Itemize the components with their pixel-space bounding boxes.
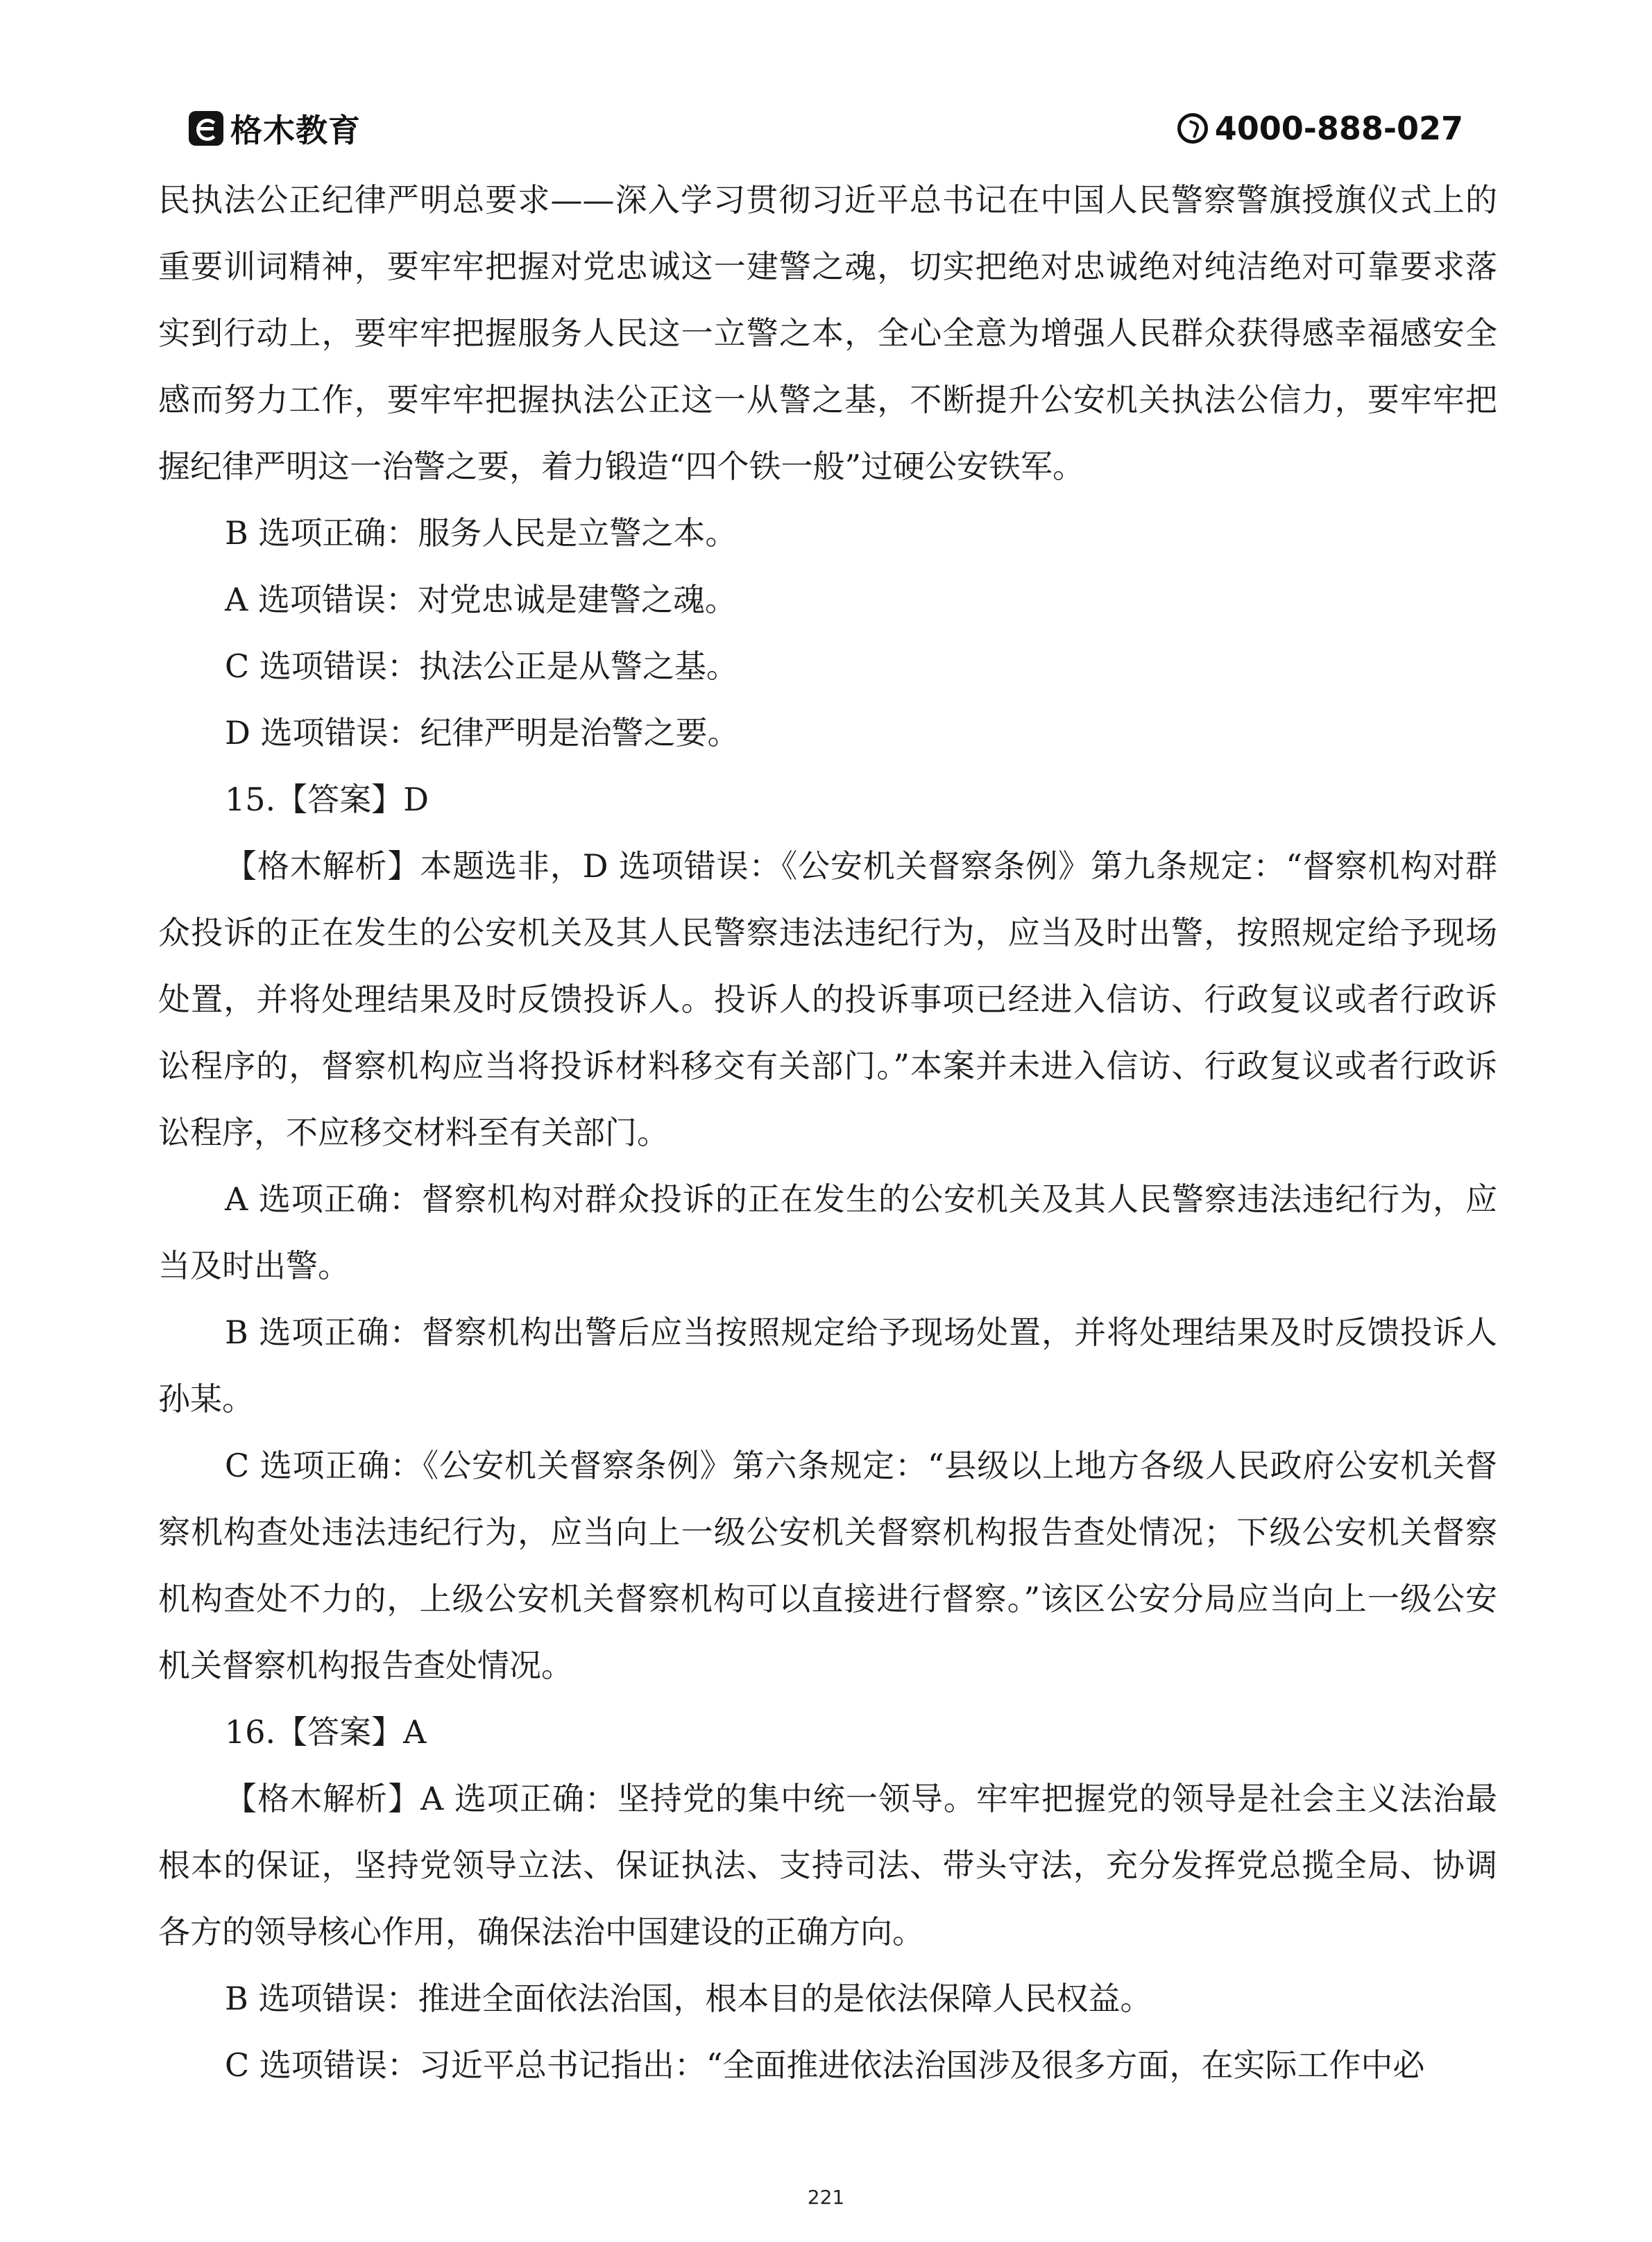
phone-icon	[1177, 113, 1208, 144]
answer-heading: 16.【答案】A	[225, 1713, 427, 1751]
hotline	[1177, 110, 1463, 147]
paragraph: B 选项正确：督察机构出警后应当按照规定给予现场处置，并将处理结果及时反馈投诉人孙某。	[158, 1314, 1497, 1418]
paragraph: B 选项错误：推进全面依法治国，根本目的是依法保障人民权益。	[225, 1980, 1152, 2017]
hotline-number: 4000-888-027	[1214, 110, 1463, 147]
page-header	[189, 104, 1463, 153]
analysis-paragraph: 【格木解析】A 选项正确：坚持党的集中统一领导。牢牢把握党的领导是社会主义法治最根本的保证，坚持党领导立法、保证执法、支持司法、带头守法，充分发挥党总揽全局、协调各方的领导核心作用，确保法治中国建设的正确方向。	[158, 1780, 1497, 1951]
answer-heading: 15.【答案】D	[225, 781, 429, 818]
page-number: 221	[807, 2186, 845, 2209]
brand-logo-icon	[189, 111, 223, 146]
paragraph: C 选项正确：《公安机关督察条例》第六条规定：“县级以上地方各级人民政府公安机关督察机构查处违法违纪行为，应当向上一级公安机关督察机构报告查处情况；下级公安机关督察机构查处不力的，上级公安机关督察机构可以直接进行督察。”该区公安分局应当向上一级公安机关督察机构报告查处情况。	[158, 1447, 1497, 1684]
brand-name: 格木教育	[230, 112, 361, 149]
paragraph: A 选项正确：督察机构对群众投诉的正在发生的公安机关及其人民警察违法违纪行为，应当及时出警。	[158, 1180, 1497, 1284]
document-body	[158, 167, 1497, 2098]
paragraph: A 选项错误：对党忠诚是建警之魂。	[225, 581, 737, 618]
paragraph: B 选项正确：服务人民是立警之本。	[225, 514, 738, 552]
brand-logo	[189, 105, 361, 151]
paragraph: C 选项错误：执法公正是从警之基。	[225, 647, 738, 685]
analysis-paragraph: 【格木解析】本题选非，D 选项错误：《公安机关督察条例》第九条规定：“督察机构对群众投诉的正在发生的公安机关及其人民警察违法违纪行为，应当及时出警，按照规定给予现场处置，并将处理结果及时反馈投诉人。投诉人的投诉事项已经进入信访、行政复议或者行政诉讼程序的，督察机构应当将投诉材料移交有关部门。”本案并未进入信访、行政复议或者行政诉讼程序，不应移交材料至有关部门。	[158, 847, 1497, 1151]
paragraph: D 选项错误：纪律严明是治警之要。	[225, 714, 740, 751]
paragraph: 民执法公正纪律严明总要求——深入学习贯彻习近平总书记在中国人民警察警旗授旗仪式上的重要训词精神，要牢牢把握对党忠诚这一建警之魂，切实把绝对忠诚绝对纯洁绝对可靠要求落实到行动上，要牢牢把握服务人民这一立警之本，全心全意为增强人民群众获得感幸福感安全感而努力工作，要牢牢把握执法公正这一从警之基，不断提升公安机关执法公信力，要牢牢把握纪律严明这一治警之要，着力锻造“四个铁一般”过硬公安铁军。	[158, 181, 1497, 485]
paragraph: C 选项错误：习近平总书记指出：“全面推进依法治国涉及很多方面，在实际工作中必	[225, 2046, 1425, 2084]
